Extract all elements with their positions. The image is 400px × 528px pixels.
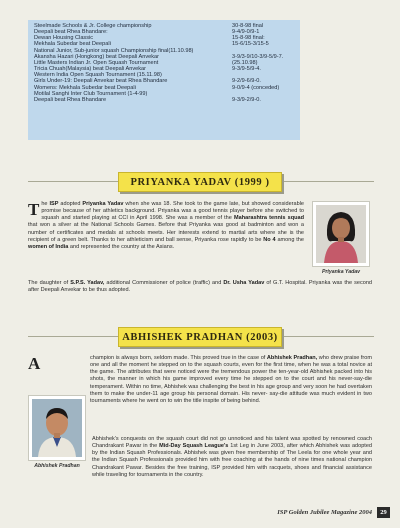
- heading-rule-left: [28, 181, 118, 182]
- text: adopted: [58, 201, 83, 207]
- text-bold: No 4: [263, 236, 276, 243]
- priyanka-photo-caption: Priyanka Yadav: [321, 269, 361, 275]
- result-score: 9-4/9-0/9-1: [232, 29, 260, 36]
- result-score: 30-8-98 final: [232, 23, 264, 29]
- result-match: Mekhala Subedar beat Deepali: [34, 41, 111, 48]
- result-match: Little Masters Indian Jr. Open Squash Tournament: [34, 59, 159, 66]
- text: who drew praise from one and all the moment he stepped on to the squash courts, even for the first time, when he was a total novice at the game. The attributes that were noticed were the tremendous power the ten-year-old Abhishek packed into his shots, the manner in which his game improved every time he stepped on to the court and his never-say-die temperament. Within no time, Abhishek was challenging the best in his age group and very soon he had overtaken them to make the under-11 age group his personal domain. His never- say-die attitude was much evident in two tournaments where he went on to win the title inspite of being behind.: [90, 355, 372, 404]
- result-score: 9-2/9-6/9-0.: [232, 78, 261, 85]
- result-match: Steelmade Schools & Jr. College championship: [34, 23, 152, 29]
- text-bold: Maharashtra tennis squad: [234, 215, 304, 222]
- text: additional Commissioner of police (traffic) and: [104, 280, 224, 286]
- text: of G.T. Hospital. Priyanka was the second after Deepali Anvekar to be thus adopted.: [28, 280, 372, 294]
- result-score: 3-9/3-9/10-3/9-5/9-7.: [232, 53, 284, 60]
- heading-rule-right: [284, 336, 374, 337]
- dropcap-t: T: [28, 200, 40, 219]
- text-bold: Mid-Day Squash League's: [159, 443, 229, 450]
- text-bold: women of India: [28, 243, 69, 250]
- section-heading-abhishek: ABHISHEK PRADHAN (2003): [118, 327, 282, 347]
- text: Abhishek's conquests on the squash court did not go unnoticed and his talent was spotted by renowned coach Chandrakant Pawar in the: [92, 436, 372, 450]
- result-match: Girls Under-19: Deepali Anvekar beat Rhea Bhandare: [34, 78, 168, 85]
- text: he: [41, 201, 50, 207]
- priyanka-photo: [312, 201, 370, 267]
- text: The daughter of: [28, 280, 71, 286]
- abhishek-paragraph-1: [28, 355, 372, 435]
- text: champion is always born, seldom made. This proved true in the case of: [90, 355, 267, 361]
- text-bold: S.P.S. Yadav,: [70, 280, 105, 286]
- abhishek-paragraph-2: [92, 436, 372, 479]
- result-match: Motilal Sanghi Inter Club Tournament (1-4-99): [34, 90, 148, 97]
- result-score: 9-0/9-4 (conceded): [232, 84, 280, 91]
- result-match: Dewan Housing Classic: [34, 35, 94, 42]
- photo-float-spacer: [28, 395, 90, 435]
- text: 1st Leg in June 2003, after which Abhishek was adopted by the Indian Squash Professionals. Abhishek was given free membership of The Leela for one whole year and the Indian Squash Professionals provided him with free coaching at the hands of nine times national champion Chandrakant Pawar. Besides the free training, ISP provided him with racquets, shoes and financial assistance while traveling for tournaments in the country.: [92, 443, 373, 478]
- text-bold: Dr. Usha Yadav: [223, 280, 265, 286]
- results-table: [28, 20, 300, 140]
- result-score: 15-6/15-3/15-5: [232, 41, 269, 48]
- section-heading-priyanka: PRIYANKA YADAV (1999 ): [118, 172, 282, 192]
- result-row: [34, 97, 294, 103]
- result-match: Deepali beat Rhea Bhandare:: [34, 29, 108, 36]
- page-number: 29: [377, 507, 390, 518]
- result-match: Deepali beat Rhea Bhandare: [34, 96, 107, 103]
- text: when she was 18. She took to the game late, but showed considerable promise because of her athletics background. Priyanka was a good tennis player before she switched to squash and started playing at CCI in April 1998. She was a member of the: [41, 201, 304, 222]
- priyanka-paragraph-1: [28, 201, 304, 251]
- result-score: 15-8-98 final:: [232, 35, 265, 42]
- result-score: (25.10.98): [232, 59, 258, 66]
- priyanka-paragraph-2: [28, 280, 372, 294]
- abhishek-photo-caption: Abhishek Pradhan: [34, 463, 80, 469]
- heading-rule-left: [28, 336, 118, 337]
- result-score: 9-3/9-5/9-4.: [232, 66, 261, 73]
- text: that won a silver at the National Schools Games. Before that Priyanka was good at badminton and won a number of certificates and medals at schools meets. Her interests extend to martial arts where she is the recipient of a green belt. Thanks to her athleticism and ball sense, Priyanka rose rapidly to be: [28, 222, 304, 243]
- text-bold: Abhishek Pradhan,: [266, 355, 318, 361]
- text: among the: [275, 236, 304, 243]
- text-bold: Priyanka Yadav: [82, 201, 124, 207]
- result-match: Tricia Chuah(Malaysia) beat Deepali Anvekar: [34, 66, 147, 73]
- page-footer: [277, 507, 390, 518]
- dropcap-a: A: [28, 354, 41, 373]
- result-match: Womens: Mekhala Subedar beat Deepali: [34, 84, 136, 91]
- text-bold: ISP: [49, 201, 59, 207]
- heading-rule-right: [284, 181, 374, 182]
- magazine-title: ISP Golden Jubilee Magazine 2004: [277, 509, 372, 516]
- result-match: Western India Open Squash Tournament (15.11.98): [34, 72, 162, 79]
- result-match: National Junior, Sub-junior squash Championship final(11.10.98): [34, 47, 194, 54]
- text: and represented the country at the Asians.: [68, 243, 175, 250]
- result-score: 9-3/9-2/9-0.: [232, 96, 261, 103]
- portrait-image: [316, 205, 366, 263]
- result-match: Akansha Hazari (Hongkong) beat Deepali Anvekar: [34, 53, 159, 60]
